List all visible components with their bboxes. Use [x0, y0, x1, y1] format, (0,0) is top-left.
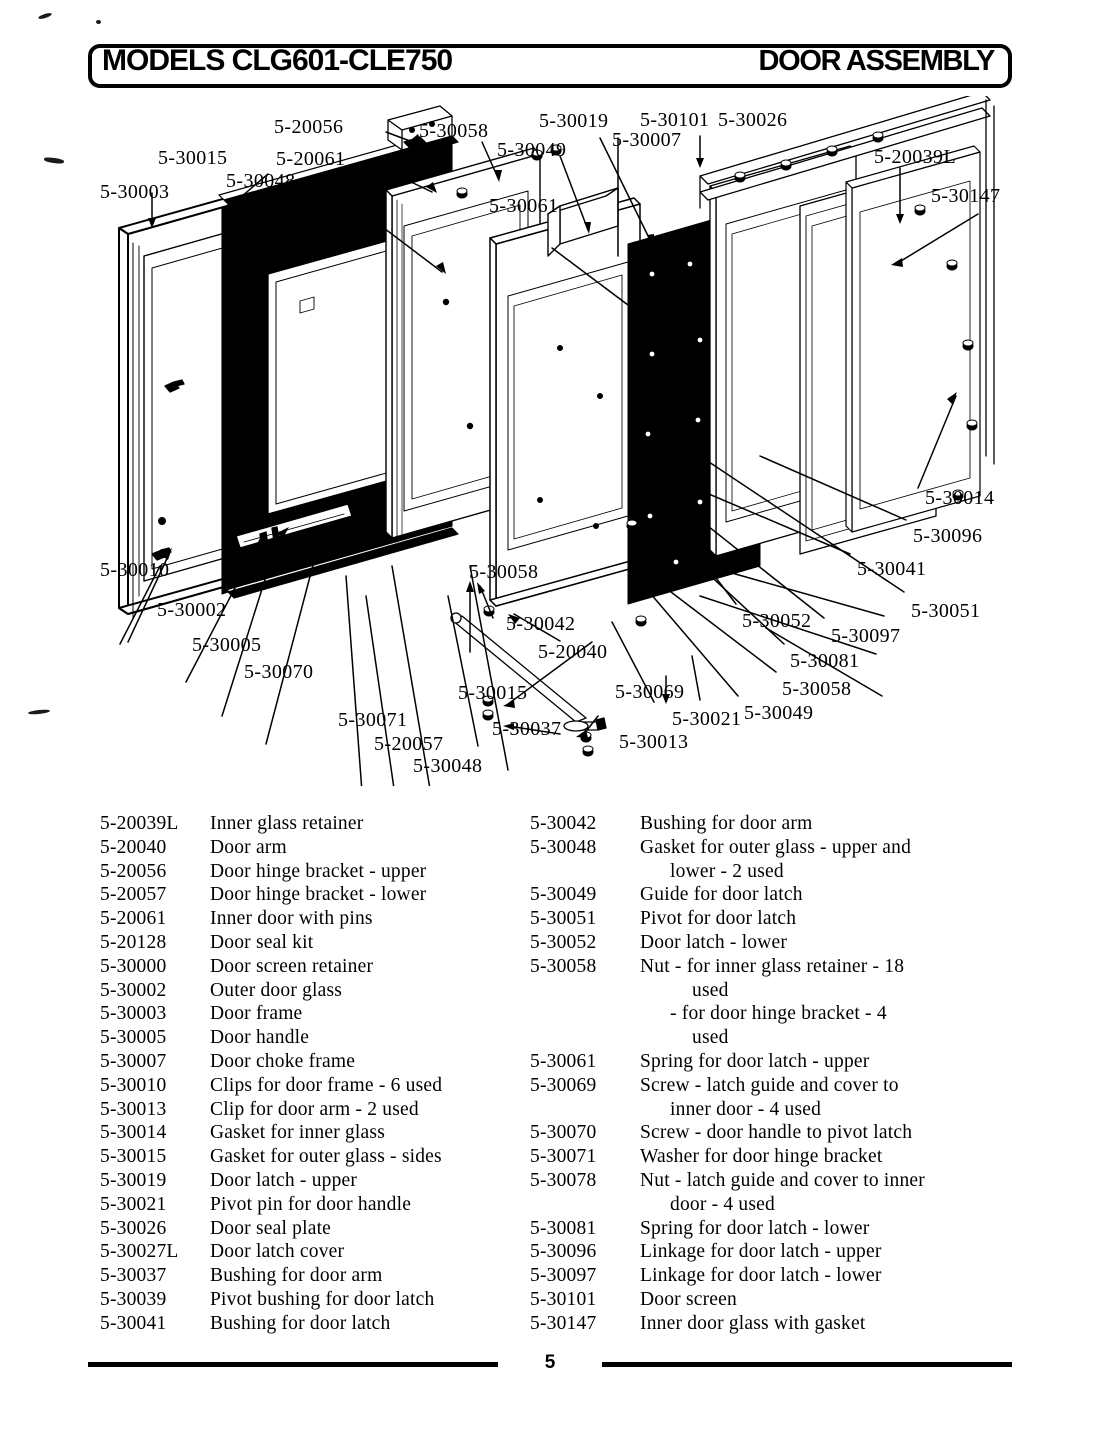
- callout-5-30058: 5-30058: [469, 561, 539, 583]
- part-description: Door hinge bracket - lower: [210, 884, 427, 906]
- callout-5-30101: 5-30101: [640, 109, 710, 131]
- part-description: Door choke frame: [210, 1050, 356, 1072]
- part-description: Bushing for door arm: [210, 1265, 383, 1287]
- callout-5-30070: 5-30070: [244, 661, 314, 683]
- part-number: 5-30147: [530, 1312, 597, 1334]
- parts-list-row: [100, 836, 520, 860]
- part-description: door - 4 used: [670, 1193, 775, 1215]
- callout-5-30042: 5-30042: [506, 613, 576, 635]
- part-number: 5-30015: [100, 1146, 167, 1168]
- callout-5-20057: 5-20057: [374, 733, 444, 755]
- models-label: MODELS CLG601-CLE750: [102, 44, 453, 77]
- parts-list-row: [530, 979, 1000, 1003]
- parts-list-row: [530, 1240, 1000, 1264]
- callout-5-30096: 5-30096: [913, 525, 983, 547]
- parts-list-row: [530, 860, 1000, 884]
- part-number: 5-30097: [530, 1265, 597, 1287]
- header-banner: [88, 44, 1012, 88]
- parts-list-row: [100, 1002, 520, 1026]
- parts-list-row: [530, 907, 1000, 931]
- part-number: 5-20039L: [100, 813, 179, 834]
- parts-list-row: [530, 1002, 1000, 1026]
- callout-5-30147: 5-30147: [931, 185, 1001, 207]
- part-number: 5-20040: [100, 836, 167, 858]
- parts-list-right-column: [530, 812, 1000, 1336]
- part-number: 5-30014: [100, 1122, 167, 1144]
- parts-list-row: [100, 907, 520, 931]
- part-number: 5-30026: [100, 1217, 167, 1239]
- parts-list-row: [100, 1193, 520, 1217]
- part-description: Screw - door handle to pivot latch: [640, 1122, 913, 1144]
- parts-list-row: [100, 1026, 520, 1050]
- part-description: Door latch - upper: [210, 1169, 358, 1191]
- part-number: 5-20128: [100, 931, 167, 953]
- part-number: 5-30007: [100, 1050, 167, 1072]
- page-footer: [0, 1352, 1100, 1376]
- parts-list-left-column: [100, 812, 520, 1336]
- part-description: used: [692, 1027, 729, 1049]
- part-description: Pivot for door latch: [640, 908, 797, 930]
- part-number: 5-30048: [530, 836, 597, 858]
- callout-5-30019: 5-30019: [539, 110, 609, 132]
- parts-list-row: [100, 1312, 520, 1336]
- callout-5-30069: 5-30069: [615, 681, 685, 703]
- parts-list-row: [100, 1169, 520, 1193]
- part-number: 5-30069: [530, 1074, 597, 1096]
- part-description: Gasket for outer glass - upper and: [640, 836, 912, 858]
- parts-list-row: [530, 812, 1000, 836]
- part-description: Washer for door hinge bracket: [640, 1146, 883, 1168]
- callout-5-30048: 5-30048: [226, 170, 296, 192]
- callout-5-30007: 5-30007: [612, 129, 682, 151]
- part-number: 5-20056: [100, 860, 167, 882]
- part-number: 5-20057: [100, 884, 167, 906]
- parts-list-row: [530, 1312, 1000, 1336]
- callout-5-30058: 5-30058: [419, 120, 489, 142]
- part-number: 5-30071: [530, 1146, 597, 1168]
- parts-list-row: [530, 1026, 1000, 1050]
- part-number: 5-30052: [530, 931, 597, 953]
- parts-list-row: [100, 1145, 520, 1169]
- part-description: Pivot bushing for door latch: [210, 1288, 435, 1310]
- part-number: 5-30049: [530, 884, 597, 906]
- parts-list-row: [100, 883, 520, 907]
- part-description: Door handle: [210, 1027, 310, 1049]
- part-description: Door screen: [640, 1288, 737, 1310]
- part-number: 5-30081: [530, 1217, 597, 1239]
- part-description: Door seal kit: [210, 931, 314, 953]
- parts-list-row: [100, 931, 520, 955]
- part-number: 5-30070: [530, 1122, 597, 1144]
- part-description: Spring for door latch - upper: [640, 1050, 870, 1072]
- callout-5-30081: 5-30081: [790, 650, 860, 672]
- part-description: Inner glass retainer: [210, 813, 364, 834]
- parts-list-row: [530, 1193, 1000, 1217]
- part-description: Door frame: [210, 1003, 303, 1025]
- scan-speck: [38, 12, 53, 20]
- parts-list-row: [530, 1121, 1000, 1145]
- part-description: Door hinge bracket - upper: [210, 860, 427, 882]
- part-number: 5-30010: [100, 1074, 167, 1096]
- parts-list-row: [100, 1217, 520, 1241]
- parts-list-row: [100, 1121, 520, 1145]
- part-description: Door arm: [210, 836, 287, 858]
- part-description: Inner door glass with gasket: [640, 1312, 866, 1334]
- part-description: used: [692, 979, 729, 1001]
- callout-5-30003: 5-30003: [100, 181, 170, 203]
- part-description: Screw - latch guide and cover to: [640, 1074, 899, 1096]
- part-description: inner door - 4 used: [670, 1098, 822, 1120]
- section-title: DOOR ASSEMBLY: [758, 45, 994, 77]
- callout-5-30010: 5-30010: [100, 559, 170, 581]
- part-description: Linkage for door latch - upper: [640, 1241, 882, 1263]
- part-description: Linkage for door latch - lower: [640, 1265, 882, 1287]
- part-description: Inner door with pins: [210, 908, 373, 930]
- parts-list-row: [530, 955, 1000, 979]
- part-description: Bushing for door latch: [210, 1312, 391, 1334]
- part-number: 5-30058: [530, 955, 597, 977]
- callout-5-30000: 5-30000: [300, 193, 370, 215]
- part-number: 5-30019: [100, 1169, 167, 1191]
- parts-list-row: [530, 1074, 1000, 1098]
- part-description: Outer door glass: [210, 979, 343, 1001]
- parts-list-row: [100, 1288, 520, 1312]
- parts-list-row: [530, 1169, 1000, 1193]
- callout-5-20040: 5-20040: [538, 641, 608, 663]
- part-number: 5-30039: [100, 1288, 167, 1310]
- callout-5-20039L: 5-20039L: [874, 146, 957, 168]
- part-number: 5-30061: [530, 1050, 597, 1072]
- part-number: 5-30037: [100, 1265, 167, 1287]
- part-number: 5-30013: [100, 1098, 167, 1120]
- part-description: Pivot pin for door handle: [210, 1193, 412, 1215]
- scan-speck: [96, 20, 101, 24]
- parts-list-row: [100, 979, 520, 1003]
- callout-5-30049: 5-30049: [497, 139, 567, 161]
- callout-5-30097: 5-30097: [831, 625, 901, 647]
- footer-rule-right: [602, 1362, 1012, 1367]
- callout-5-30061: 5-30061: [489, 195, 559, 217]
- part-description: Guide for door latch: [640, 884, 803, 906]
- parts-list-row: [100, 1098, 520, 1122]
- parts-list-row: [100, 860, 520, 884]
- part-number: 5-30003: [100, 1003, 167, 1025]
- part-description: Door seal plate: [210, 1217, 332, 1239]
- callout-5-30037: 5-30037: [492, 718, 562, 740]
- part-number: 5-20061: [100, 908, 167, 930]
- callout-5-30049: 5-30049: [744, 702, 814, 724]
- part-number: 5-30041: [100, 1312, 167, 1334]
- part-description: lower - 2 used: [670, 860, 784, 882]
- page-number: 5: [544, 1352, 556, 1373]
- parts-list-row: [530, 1217, 1000, 1241]
- callout-5-30048: 5-30048: [413, 755, 483, 777]
- part-number: 5-30101: [530, 1288, 597, 1310]
- parts-list-row: [530, 883, 1000, 907]
- parts-list-row: [530, 836, 1000, 860]
- callout-5-30014: 5-30014: [925, 487, 995, 509]
- part-description: - for door hinge bracket - 4: [670, 1003, 887, 1025]
- part-description: Clips for door frame - 6 used: [210, 1074, 443, 1096]
- callout-5-30015: 5-30015: [158, 147, 228, 169]
- callout-5-30071: 5-30071: [338, 709, 408, 731]
- callout-5-30051: 5-30051: [911, 600, 981, 622]
- parts-list-row: [530, 931, 1000, 955]
- callout-5-30021: 5-30021: [672, 708, 742, 730]
- callout-5-30026: 5-30026: [718, 109, 788, 131]
- part-number: 5-30078: [530, 1169, 597, 1191]
- callout-5-20056: 5-20056: [274, 116, 344, 138]
- part-description: Bushing for door arm: [640, 813, 813, 834]
- parts-list-row: [100, 1240, 520, 1264]
- part-description: Clip for door arm - 2 used: [210, 1098, 419, 1120]
- part-number: 5-30096: [530, 1241, 597, 1263]
- parts-list-row: [530, 1050, 1000, 1074]
- callout-5-30058: 5-30058: [782, 678, 852, 700]
- parts-list-row: [530, 1288, 1000, 1312]
- callout-5-30002: 5-30002: [157, 599, 227, 621]
- parts-list-row: [100, 1074, 520, 1098]
- parts-list-row: [530, 1264, 1000, 1288]
- parts-list-row: [530, 1145, 1000, 1169]
- part-description: Door screen retainer: [210, 955, 374, 977]
- callout-5-30015: 5-30015: [458, 682, 528, 704]
- callout-5-30013: 5-30013: [619, 731, 689, 753]
- part-description: Door latch - lower: [640, 931, 788, 953]
- callout-5-30005: 5-30005: [192, 634, 262, 656]
- part-number: 5-30051: [530, 908, 597, 930]
- part-description: Spring for door latch - lower: [640, 1217, 870, 1239]
- callout-5-20061: 5-20061: [276, 148, 346, 170]
- part-description: Gasket for inner glass: [210, 1122, 385, 1144]
- part-number: 5-30027L: [100, 1241, 179, 1263]
- parts-list-row: [100, 1264, 520, 1288]
- part-description: Door latch cover: [210, 1241, 345, 1263]
- parts-list-row: [100, 1050, 520, 1074]
- callout-5-30052: 5-30052: [742, 610, 812, 632]
- parts-list-row: [530, 1098, 1000, 1122]
- part-number: 5-30021: [100, 1193, 167, 1215]
- part-description: Nut - for inner glass retainer - 18: [640, 955, 905, 977]
- part-description: Gasket for outer glass - sides: [210, 1146, 442, 1168]
- part-number: 5-30000: [100, 955, 167, 977]
- part-number: 5-30042: [530, 813, 597, 834]
- parts-list-row: [100, 812, 520, 836]
- part-number: 5-30005: [100, 1027, 167, 1049]
- callout-5-30041: 5-30041: [857, 558, 927, 580]
- parts-list-row: [100, 955, 520, 979]
- part-description: Nut - latch guide and cover to inner: [640, 1169, 925, 1191]
- part-number: 5-30002: [100, 979, 167, 1001]
